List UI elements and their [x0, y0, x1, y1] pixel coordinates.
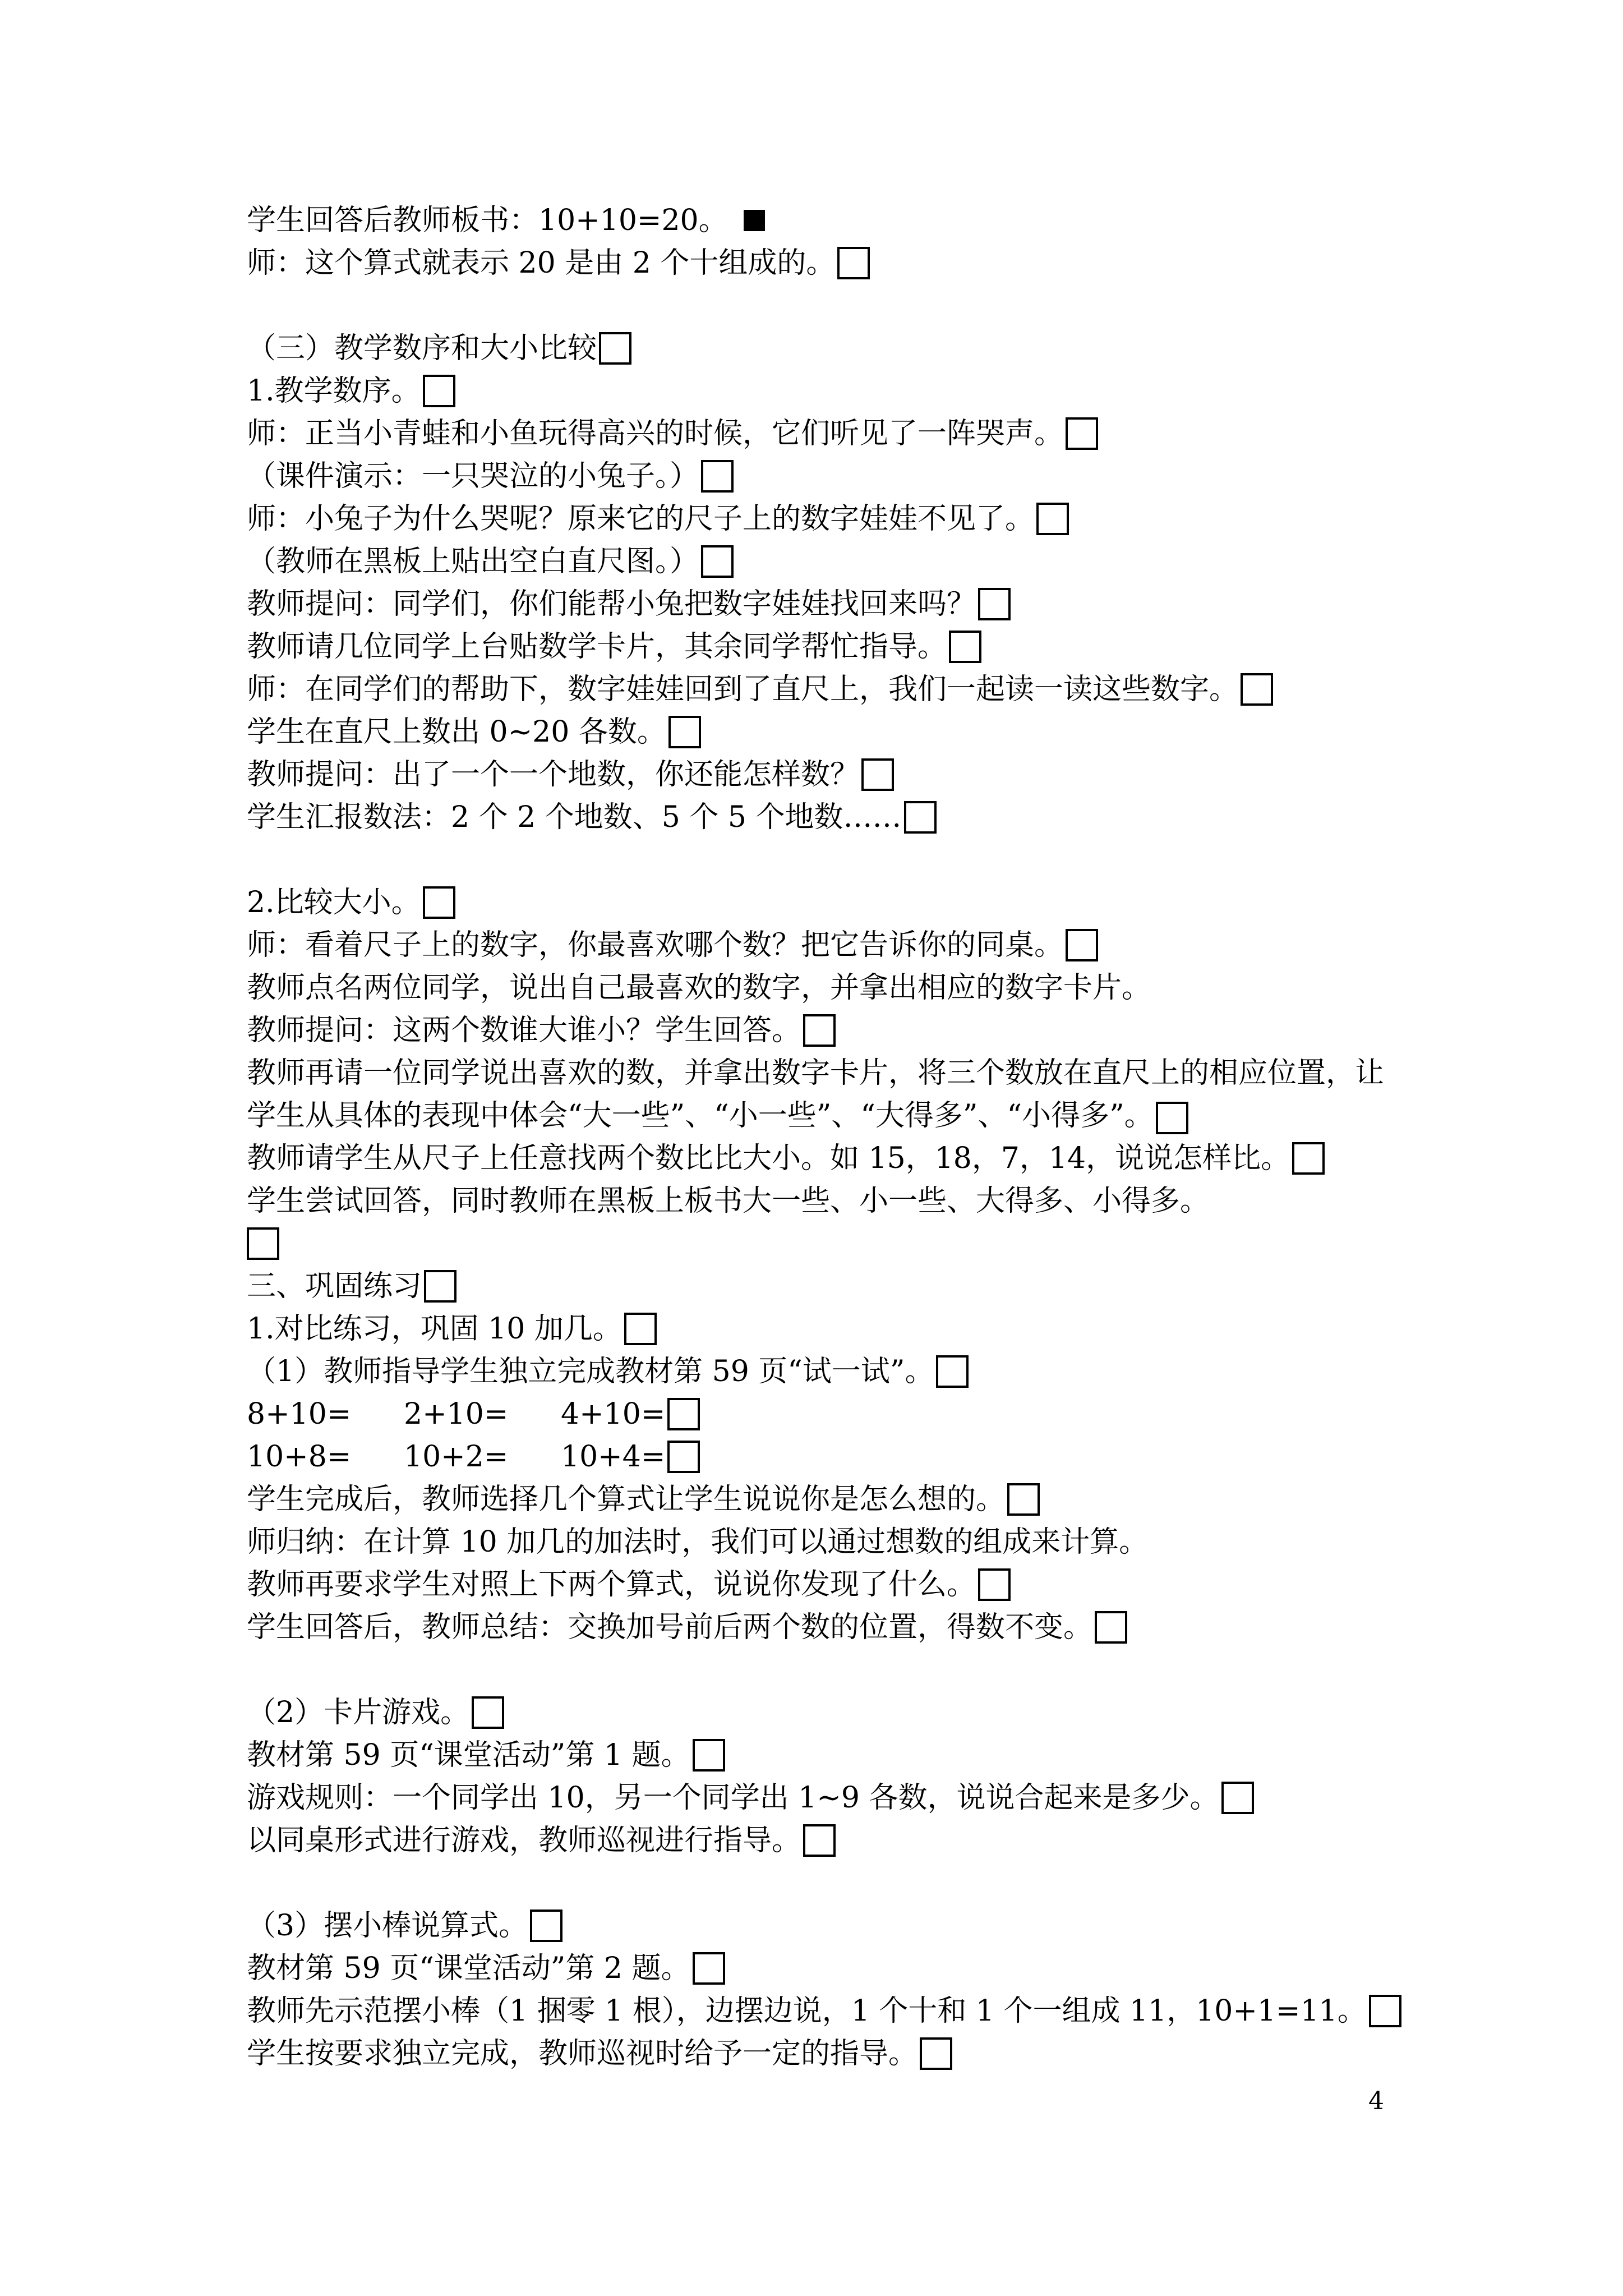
spacer — [247, 839, 1402, 881]
text-line: 师：正当小青蛙和小鱼玩得高兴的时候，它们听见了一阵哭声。 — [247, 412, 1402, 455]
text-line: 师：看着尺子上的数字，你最喜欢哪个数？把它告诉你的同桌。 — [247, 924, 1402, 967]
checkbox[interactable] — [624, 1313, 657, 1345]
text-line: 游戏规则：一个同学出 10，另一个同学出 1~9 各数，说说合起来是多少。 — [247, 1777, 1402, 1819]
text-line: 学生在直尺上数出 0~20 各数。 — [247, 711, 1402, 753]
checkbox-row — [247, 1222, 1402, 1265]
text-line: 教材第 59 页“课堂活动”第 1 题。 — [247, 1734, 1402, 1777]
text-line: 教师请学生从尺子上任意找两个数比比大小。如 15，18，7，14，说说怎样比。 — [247, 1137, 1402, 1180]
checkbox[interactable] — [978, 1568, 1011, 1601]
text-line: 师：在同学们的帮助下，数字娃娃回到了直尺上，我们一起读一读这些数字。 — [247, 668, 1402, 711]
spacer — [247, 1649, 1402, 1691]
spacer — [247, 284, 1402, 327]
checkbox[interactable] — [423, 886, 455, 919]
checkbox[interactable] — [1007, 1483, 1040, 1516]
checkbox[interactable] — [803, 1824, 836, 1857]
text-line: 教师点名两位同学，说出自己最喜欢的数字，并拿出相应的数字卡片。 — [247, 971, 1151, 1005]
text-line: 学生完成后，教师选择几个算式让学生说说你是怎么想的。 — [247, 1478, 1402, 1521]
equation: 8+10= — [247, 1397, 352, 1431]
equation-row — [247, 1393, 1402, 1435]
checkbox[interactable] — [693, 1739, 725, 1772]
subsection-heading: （2）卡片游戏。 — [247, 1691, 1402, 1734]
checkbox[interactable] — [803, 1014, 836, 1047]
text-line: 学生回答后教师板书：10+10=20。 — [247, 199, 1402, 242]
checkbox[interactable] — [978, 588, 1011, 620]
spacer — [247, 1862, 1402, 1904]
checkbox[interactable] — [667, 1398, 700, 1430]
equation: 4+10= — [561, 1397, 666, 1431]
text-line: 学生尝试回答，同时教师在黑板上板书大一些、小一些、大得多、小得多。 — [247, 1184, 1210, 1218]
checkbox[interactable] — [920, 2037, 952, 2070]
checkbox[interactable] — [1156, 1102, 1188, 1134]
checkbox[interactable] — [904, 801, 937, 834]
text-line: （1）教师指导学生独立完成教材第 59 页“试一试”。 — [247, 1350, 1402, 1393]
subsection-heading: 1.教学数序。 — [247, 370, 1402, 412]
text-line: 教师提问：出了一个一个地数，你还能怎样数？ — [247, 753, 1402, 796]
checkbox[interactable] — [837, 247, 870, 279]
checkbox[interactable] — [1066, 417, 1098, 450]
section-heading: 三、巩固练习 — [247, 1265, 1402, 1308]
equation: 10+8= — [247, 1440, 352, 1474]
equation: 2+10= — [404, 1397, 509, 1431]
checkbox[interactable] — [424, 1270, 457, 1303]
text-line: 以同桌形式进行游戏，教师巡视进行指导。 — [247, 1819, 1402, 1862]
text-line: 学生按要求独立完成，教师巡视时给予一定的指导。 — [247, 2032, 1402, 2075]
subsection-heading: （3）摆小棒说算式。 — [247, 1904, 1402, 1947]
text-line: 教师请几位同学上台贴数学卡片，其余同学帮忙指导。 — [247, 625, 1402, 668]
checkbox[interactable] — [1066, 929, 1098, 961]
checkbox[interactable] — [701, 545, 734, 578]
checkbox[interactable] — [599, 332, 631, 365]
section-heading: （三）教学数序和大小比较 — [247, 327, 1402, 370]
checkbox[interactable] — [1369, 1995, 1401, 2027]
checkbox[interactable] — [1095, 1611, 1127, 1644]
text-paragraph: 教师再请一位同学说出喜欢的数，并拿出数字卡片，将三个数放在直尺上的相应位置，让学生从具体的表现中体会“大一些”、“小一些”、“大得多”、“小得多”。 — [247, 1052, 1402, 1137]
text-line: 学生汇报数法：2 个 2 个地数、5 个 5 个地数…… — [247, 796, 1402, 839]
checkbox[interactable] — [472, 1696, 504, 1729]
text-line: 教师提问：同学们，你们能帮小兔把数字娃娃找回来吗？ — [247, 583, 1402, 625]
checkbox[interactable] — [936, 1355, 969, 1388]
text-line: 学生回答后，教师总结：交换加号前后两个数的位置，得数不变。 — [247, 1606, 1402, 1649]
equation: 10+2= — [404, 1440, 509, 1474]
text-line: 师归纳：在计算 10 加几的加法时，我们可以通过想数的组成来计算。 — [247, 1525, 1149, 1559]
checkbox[interactable] — [1241, 673, 1273, 706]
subsection-heading: 2.比较大小。 — [247, 881, 1402, 924]
text-line: （教师在黑板上贴出空白直尺图。） — [247, 540, 1402, 583]
text-line: 教材第 59 页“课堂活动”第 2 题。 — [247, 1947, 1402, 1990]
checkbox[interactable] — [693, 1952, 725, 1985]
checkbox[interactable] — [861, 758, 894, 791]
text-line: （课件演示：一只哭泣的小兔子。） — [247, 455, 1402, 498]
checkbox[interactable] — [667, 1441, 700, 1473]
text-line: 教师再要求学生对照上下两个算式，说说你发现了什么。 — [247, 1563, 1402, 1606]
checkbox[interactable] — [949, 631, 981, 663]
checkbox[interactable] — [247, 1227, 279, 1260]
lesson-plan-body — [247, 199, 1402, 2075]
checkbox[interactable] — [701, 460, 734, 493]
subsection-heading: 1.对比练习，巩固 10 加几。 — [247, 1308, 1402, 1350]
filled-square-mark — [744, 210, 765, 231]
text-line: 师：小兔子为什么哭呢？原来它的尺子上的数字娃娃不见了。 — [247, 498, 1402, 540]
text-line: 师：这个算式就表示 20 是由 2 个十组成的。 — [247, 242, 1402, 284]
text-line: 教师先示范摆小棒（1 捆零 1 根），边摆边说，1 个十和 1 个一组成 11，10+1=11。 — [247, 1990, 1402, 2032]
text-line: 教师提问：这两个数谁大谁小？学生回答。 — [247, 1009, 1402, 1052]
checkbox[interactable] — [530, 1910, 562, 1942]
checkbox[interactable] — [423, 375, 455, 407]
equation-row — [247, 1435, 1402, 1478]
equation: 10+4= — [561, 1440, 666, 1474]
checkbox[interactable] — [1036, 503, 1069, 535]
page-number: 4 — [1368, 2087, 1384, 2115]
checkbox[interactable] — [668, 716, 701, 748]
checkbox[interactable] — [1292, 1142, 1325, 1175]
checkbox[interactable] — [1221, 1782, 1254, 1814]
